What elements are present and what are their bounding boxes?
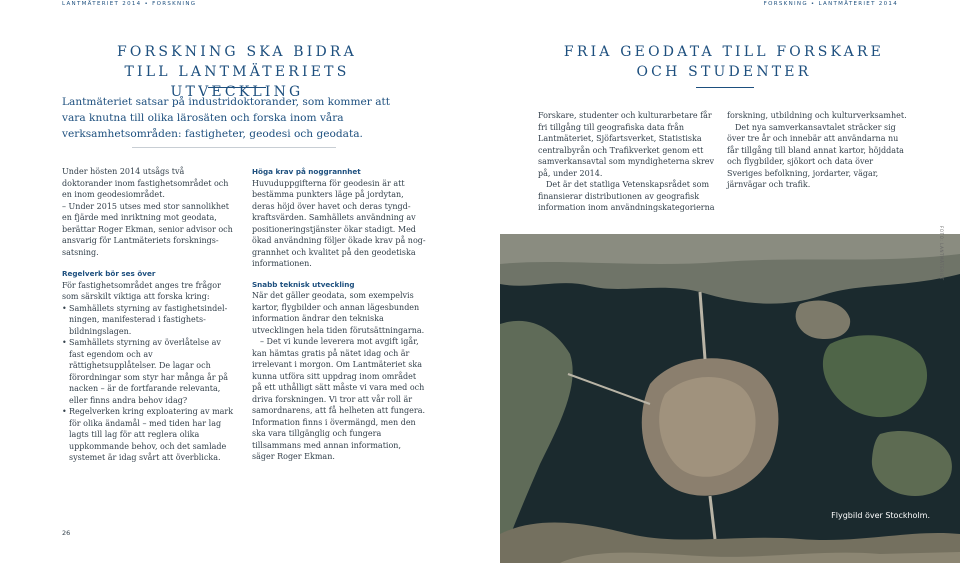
right-headline-line1: FRIA GEODATA TILL FORSKARE [563,44,885,60]
old-town-blocks [659,377,755,477]
col2-paragraph-1: Huvuduppgifterna för geodesin är att bestämma punkters läge på jordytan, deras höjd över havet och deras tyngdkraftsvärden. Samhällets användning av positioneringstjänster ökar stadigt. Med ökad användning följer ökade krav på noggrannhet och kvalitet på den geodetiska informationen. [252,178,426,268]
col1-paragraph-2: – Under 2015 utses med stor sannolikhet en fjärde med inriktning mot geodata, berättar Roger Ekman, senior advisor och ansvarig för Lantmäteriets forskningssatsning. [62,201,233,257]
bullet-list [62,303,234,464]
running-header-left: LANTMÄTERIET 2014 • FORSKNING [62,1,197,7]
right-column-1 [538,110,716,214]
right-column-2 [727,110,907,191]
left-column-2 [252,166,426,463]
bullet-item-2: • Samhällets styrning av överlåtelse av fast egendom och av rättighetsupplåtelser. De lagar och förordningar som styr har många år på nacken – är de fortfarande relevanta, eller finns andra behov idag? [62,337,234,406]
left-headline-rule [208,87,266,88]
col2-paragraph-2: När det gäller geodata, som exempelvis kartor, flygbilder och annan lägesbunden information ändrar den tekniska utvecklingen hela tiden förutsättningarna. [252,291,425,335]
col1-paragraph-1: Under hösten 2014 utsågs två doktorander inom fastighetsområdet och en inom geodesiområdet. [62,167,229,199]
lead-divider [132,147,336,148]
subheading-teknisk-utveckling: Snabb teknisk utveckling [252,279,355,289]
subheading-noggrannhet: Höga krav på noggrannhet [252,167,361,176]
left-headline [62,42,412,102]
right-headline-line2: OCH STUDENTER [636,64,812,80]
right-col1-paragraph-1: Forskare, studenter och kulturarbetare får fri tillgång till geografiska data från Lantmäteriet, Sjöfartsverket, Statistiska centralbyrån och Trafikverket genom ett samverkansavtal som myndigheterna skrev på, under 2014. [538,111,715,178]
subheading-regelverk: Regelverk bör ses över [62,269,156,278]
lead-paragraph: Lantmäteriet satsar på industridoktorander, som kommer att vara knutna till olika lärosäten och forska inom våra verksamhetsområden: fastigheter, geodesi och geodata. [62,96,391,140]
photo-caption: Flygbild över Stockholm. [831,511,930,520]
col2-paragraph-3: – Det vi kunde leverera mot avgift igår, kan hämtas gratis på nätet idag och är irrelevant i morgon. Om Lantmäteriet ska kunna utföra sitt uppdrag inom området på ett uthålligt sätt måste vi vara med och driva forskningen. Vi tror att vår roll är samordnarens, att få helheten att fungera. Information finns i övermängd, men den ska vara tillgänglig och fungera tillsammans med annan information, säger Roger Ekman. [252,337,426,461]
col1-paragraph-3: För fastighetsområdet anges tre frågor som särskilt viktiga att forska kring: [62,280,221,301]
right-col2-paragraph-2: Det nya samverkansavtalet sträcker sig över tre år och innebär att användarna nu får tillgång till bland annat kartor, höjddata och flygbilder, sjökort och data över Sveriges befolkning, jordarter, vägar, järnvägar och trafik. [727,122,904,189]
right-col2-paragraph-1: forskning, utbildning och kulturverksamhet. [727,111,907,120]
right-headline [540,42,908,82]
bullet-item-1: • Samhällets styrning av fastighetsindelningen, manifesterad i fastighetsbildningslagen. [62,303,234,338]
photo-credit: FOTO: LANTMÄTERIET [939,226,944,281]
left-column-1 [62,166,234,464]
right-headline-rule [696,87,754,88]
left-headline-line2: TILL LANTMÄTERIETS UTVECKLING [124,64,350,100]
right-col1-paragraph-2: Det är det statliga Vetenskapsrådet som finansierar distributionen av geografisk information inom användningskategorierna [538,180,715,212]
aerial-photo-stockholm [500,234,960,563]
left-headline-line1: FORSKNING SKA BIDRA [117,44,357,60]
page-number: 26 [62,529,71,537]
bullet-item-3: • Regelverken kring exploatering av mark för olika ändamål – med tiden har lag lagts till lag för att reglera olika uppkommande behov, och det samlade systemet är idag svårt att överblicka. [62,406,234,464]
running-header-right: FORSKNING • LANTMÄTERIET 2014 [763,1,898,7]
